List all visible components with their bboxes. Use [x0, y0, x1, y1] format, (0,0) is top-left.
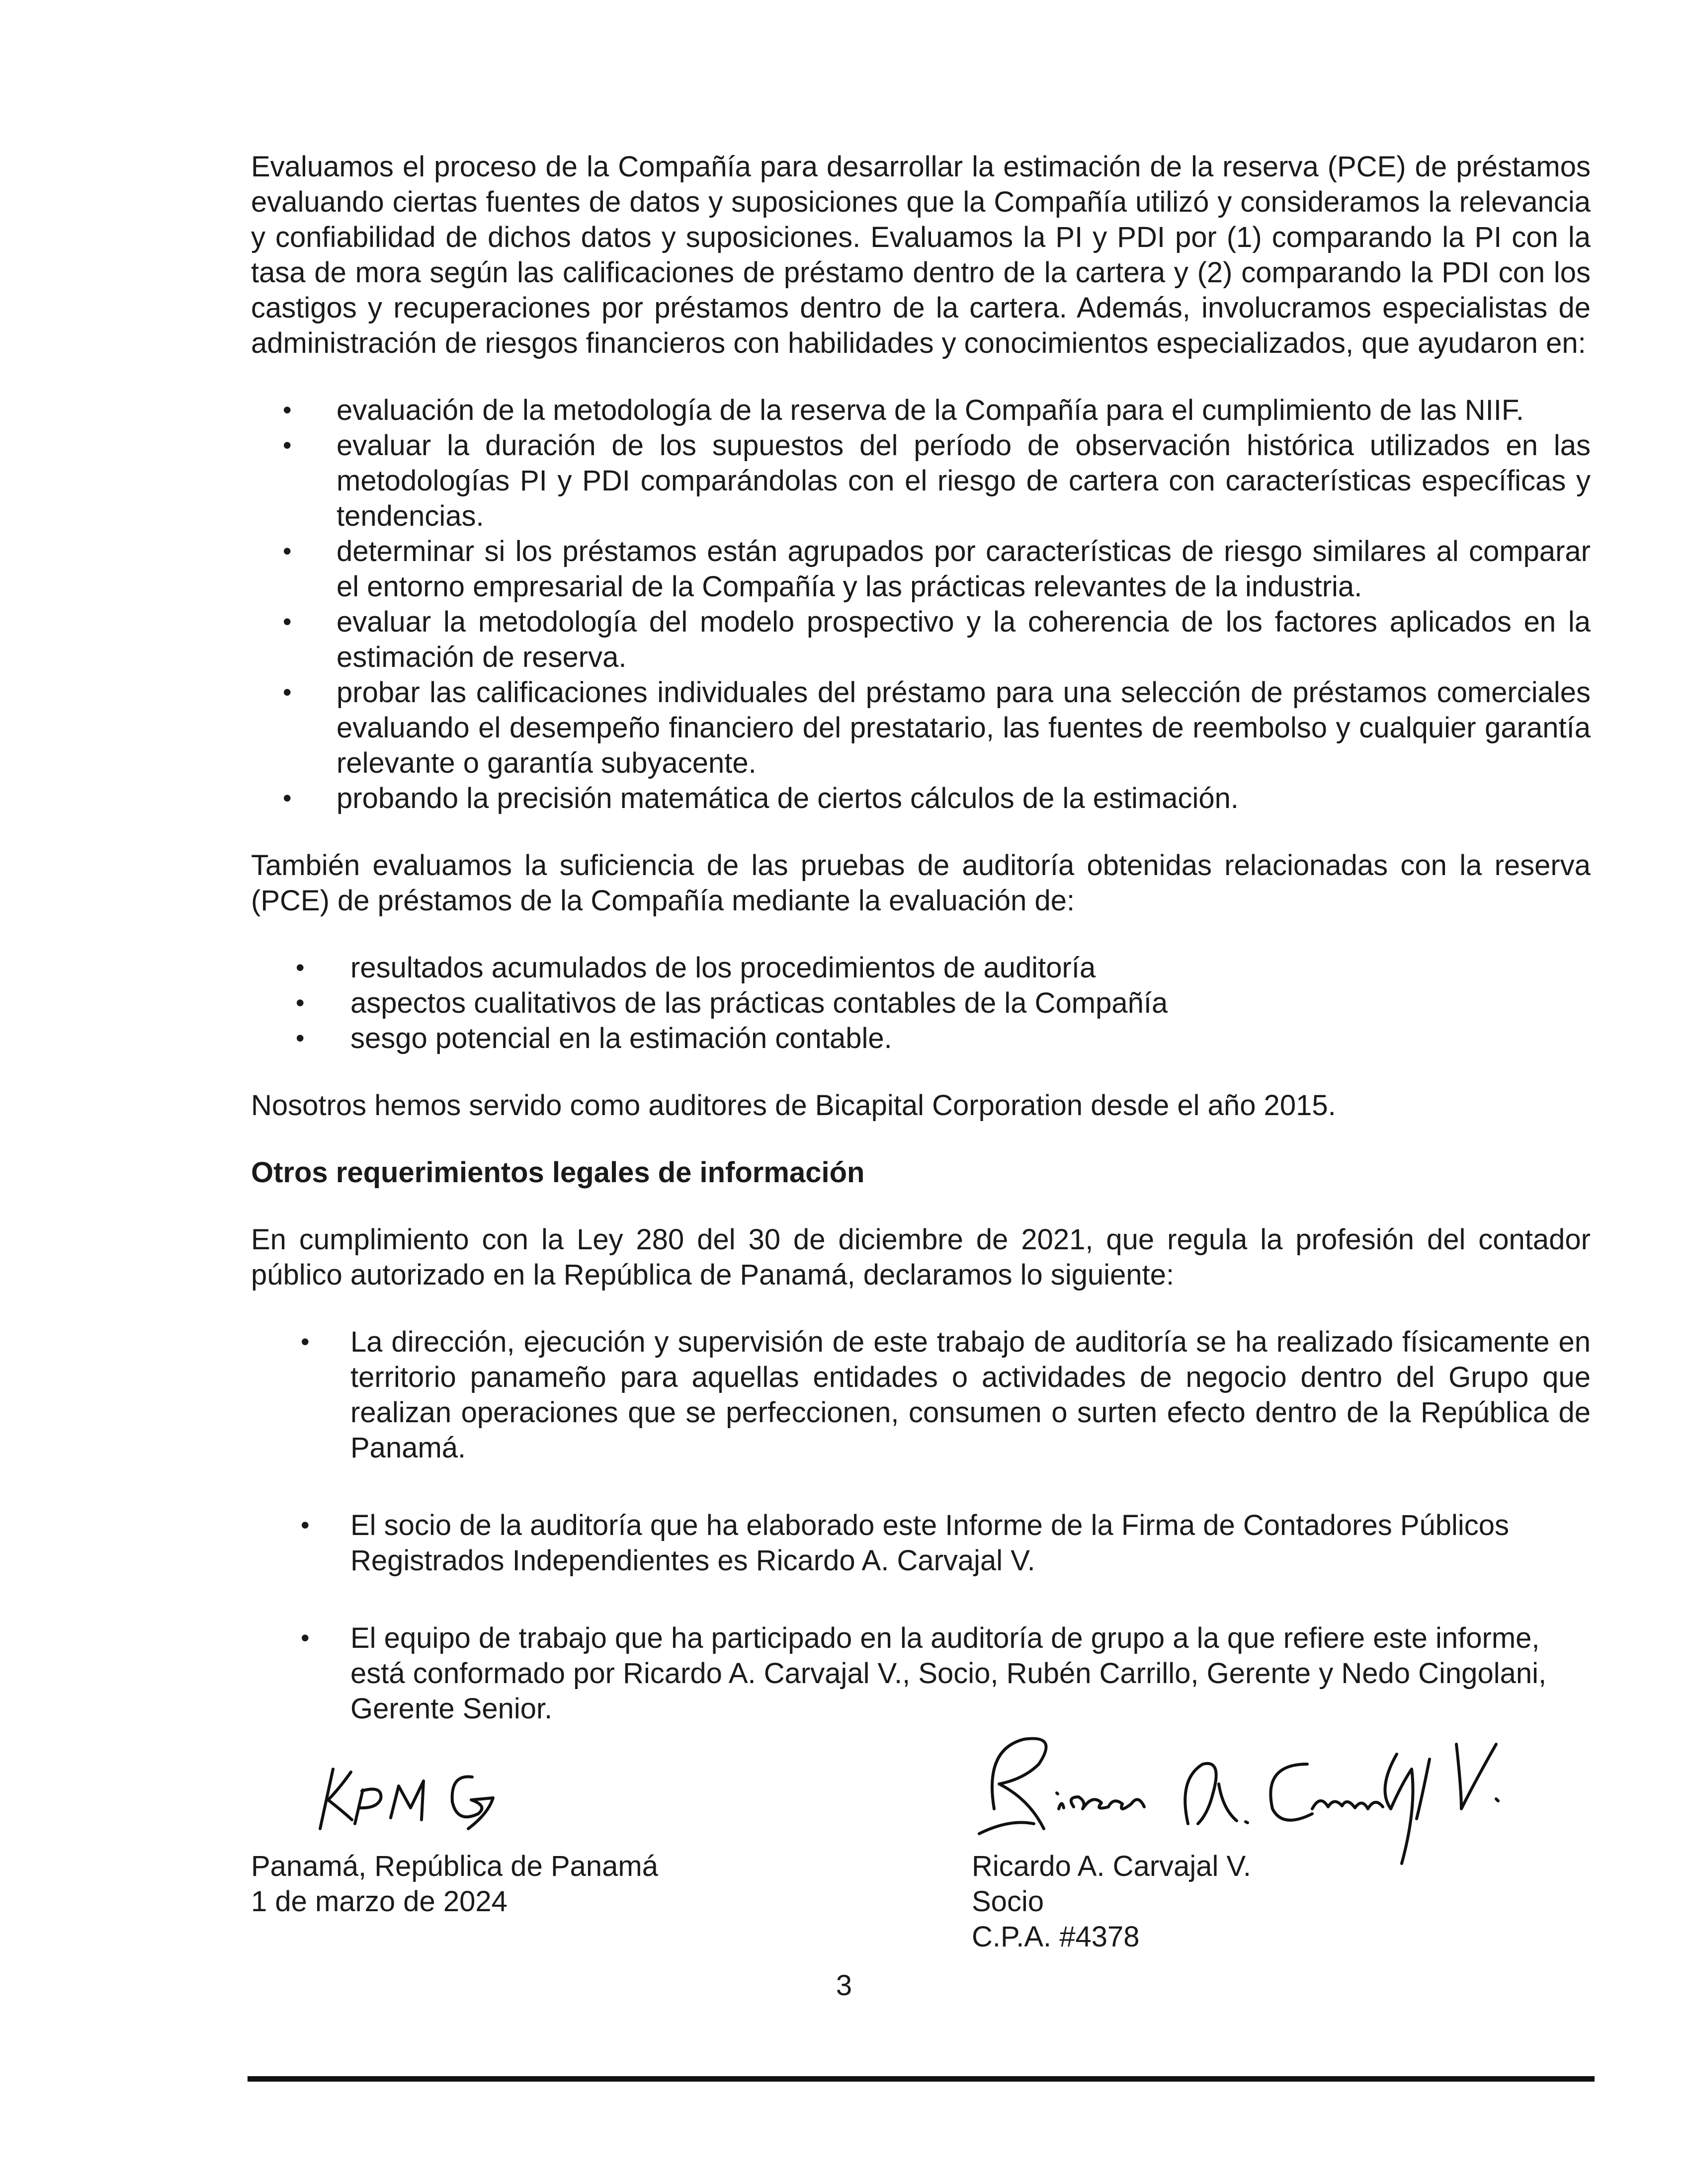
list-item — [301, 1324, 1591, 1465]
list-item-text: El equipo de trabajo que ha participado en la auditoría de grupo a la que refiere este informe, está conformado por Ricardo A. Carvajal V., Socio, Rubén Carrillo, Gerente y Nedo Cingolani, Gerente Senior. — [350, 1622, 1547, 1725]
list-item — [301, 1508, 1591, 1578]
bullet-icon: • — [283, 396, 292, 424]
legal-requirements-heading: Otros requerimientos legales de información — [251, 1156, 865, 1189]
bullet-icon: • — [283, 608, 292, 636]
intro-paragraph: Evaluamos el proceso de la Compañía para desarrollar la estimación de la reserva (PCE) de préstamos evaluando ciertas fuentes de datos y suposiciones que la Compañía utilizó y consideramos la relevancia y confiabilidad de dichos datos y suposiciones. Evaluamos la PI y PDI por (1) comparando la PI con la tasa de mora según las calificaciones de préstamo dentro de la cartera y (2) comparando la PDI con los castigos y recuperaciones por préstamos dentro de la cartera. Además, involucramos especialistas de administración de riesgos financieros con habilidades y conocimientos especializados, que ayudaron en: — [251, 151, 1591, 359]
list-item-text: probar las calificaciones individuales del préstamo para una selección de préstamos comerciales evaluando el desempeño financiero del prestatario, las fuentes de reembolso y cualquier garantía relevante o garantía subyacente. — [337, 676, 1591, 779]
list-item-text: La dirección, ejecución y supervisión de este trabajo de auditoría se ha realizado físicamente en territorio panameño para aquellas entidades o actividades de negocio dentro del Grupo que realizan operaciones que se perfeccionen, consumen o surten efecto dentro de la República de Panamá. — [350, 1326, 1591, 1464]
list-item — [283, 675, 1591, 781]
list-item-text: probando la precisión matemática de ciertos cálculos de la estimación. — [337, 782, 1239, 814]
bullet-icon: • — [296, 1024, 305, 1052]
list-item-text: evaluar la duración de los supuestos del período de observación histórica utilizados en las metodologías PI y PDI comparándolas con el riesgo de cartera con características específicas y tendencias. — [337, 429, 1591, 532]
signoff-location-date — [251, 1849, 658, 1919]
sufficiency-paragraph: También evaluamos la suficiencia de las pruebas de auditoría obtenidas relacionadas con la reserva (PCE) de préstamos de la Compañía mediante la evaluación de: — [251, 849, 1591, 917]
signoff-partner — [972, 1849, 1251, 1954]
list-item — [283, 781, 1591, 816]
bullet-icon: • — [283, 784, 292, 812]
signoff-date: 1 de marzo de 2024 — [251, 1885, 507, 1918]
list-item — [296, 950, 1591, 985]
list-item — [283, 604, 1591, 675]
partner-name: Ricardo A. Carvajal V. — [972, 1850, 1252, 1882]
legal-intro-paragraph: En cumplimiento con la Ley 280 del 30 de diciembre de 2021, que regula la profesión del contador público autorizado en la República de Panamá, declaramos lo siguiente: — [251, 1223, 1591, 1291]
legal-declarations-list — [251, 1324, 1591, 1726]
list-item — [283, 534, 1591, 604]
bullet-icon: • — [301, 1624, 310, 1652]
bullet-icon: • — [283, 678, 292, 706]
signoff-location: Panamá, República de Panamá — [251, 1850, 658, 1882]
kpmg-signature — [313, 1754, 542, 1839]
list-item — [283, 393, 1591, 428]
list-item-text: evaluación de la metodología de la reserva de la Compañía para el cumplimiento de las NIIF. — [337, 394, 1524, 426]
bullet-icon: • — [301, 1328, 310, 1356]
list-item-text: evaluar la metodología del modelo prospectivo y la coherencia de los factores aplicados en la estimación de reserva. — [337, 606, 1591, 673]
bullet-icon: • — [296, 989, 305, 1017]
bullet-icon: • — [296, 954, 305, 981]
partner-role: Socio — [972, 1885, 1044, 1918]
list-item — [283, 428, 1591, 534]
partner-license: C.P.A. #4378 — [972, 1921, 1140, 1953]
bullet-icon: • — [301, 1511, 310, 1539]
list-item-text: determinar si los préstamos están agrupados por características de riesgo similares al comparar el entorno empresarial de la Compañía y las prácticas relevantes de la industria. — [337, 535, 1591, 603]
evaluation-list — [251, 950, 1591, 1056]
bullet-icon: • — [283, 537, 292, 565]
list-item — [296, 985, 1591, 1021]
list-item-text: El socio de la auditoría que ha elaborado este Informe de la Firma de Contadores Públicos Registrados Independientes es Ricardo A. Carvajal V. — [350, 1509, 1510, 1577]
specialist-list — [251, 393, 1591, 816]
page-number: 3 — [836, 1969, 852, 2002]
auditor-since-paragraph: Nosotros hemos servido como auditores de Bicapital Corporation desde el año 2015. — [251, 1089, 1336, 1122]
list-item-text: resultados acumulados de los procedimientos de auditoría — [350, 952, 1096, 984]
list-item-text: sesgo potencial en la estimación contable. — [350, 1022, 892, 1054]
report-body — [251, 149, 1591, 1726]
list-item-text: aspectos cualitativos de las prácticas contables de la Compañía — [350, 987, 1168, 1019]
list-item — [296, 1021, 1591, 1056]
bullet-icon: • — [283, 431, 292, 459]
footer-divider — [248, 2076, 1595, 2082]
